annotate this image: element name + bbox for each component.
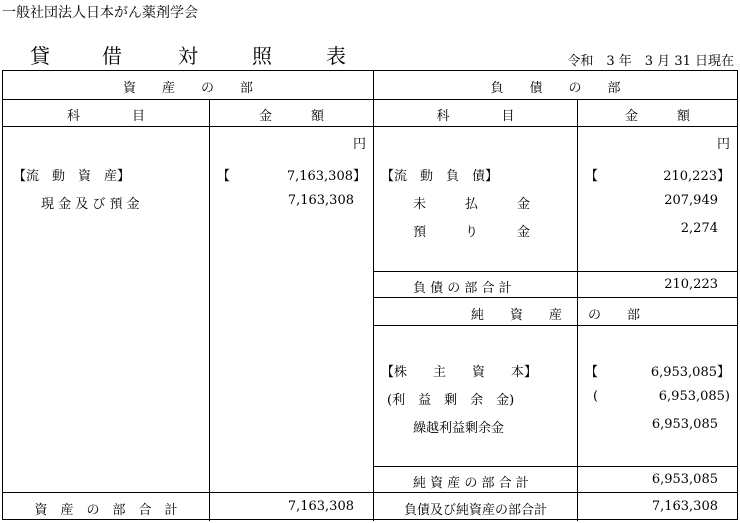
liabilities-total-label: 負 債 の 部 合 計 — [413, 281, 512, 296]
grand-total-line — [3, 492, 737, 493]
assets-total-label: 資 産 の 部 合 計 — [34, 503, 178, 518]
unpaid-label: 未 払 金 — [413, 197, 531, 212]
balance-sheet-table — [2, 70, 738, 520]
retained-earnings-carried-label: 繰越利益剰余金 — [413, 421, 505, 436]
retained-earnings-carried-value: 6,953,085 — [651, 417, 718, 432]
assets-total-value: 7,163,308 — [287, 499, 354, 514]
title-char-1: 貸 — [30, 44, 50, 68]
liabilities-net-assets-total-label: 負債及び純資産の部合計 — [403, 503, 547, 518]
center-divider — [373, 71, 374, 521]
title-char-5: 表 — [326, 44, 346, 68]
section-header-line — [3, 99, 737, 100]
liabilities-net-assets-total-value: 7,163,308 — [651, 499, 718, 514]
current-liabilities-open-bracket: 【 — [585, 169, 599, 184]
asset-unit: 円 — [352, 137, 366, 152]
liability-total-bottom-line — [373, 297, 737, 298]
net-assets-total-value: 6,953,085 — [651, 472, 718, 487]
liability-total-top-line — [373, 271, 737, 272]
liability-amount-header: 金 額 — [624, 109, 690, 124]
net-assets-header-line — [373, 325, 737, 326]
liabilities-total-value: 210,223 — [664, 277, 718, 292]
liability-unit: 円 — [716, 137, 730, 152]
cash-deposits-label: 現 金 及 び 預 金 — [41, 197, 140, 212]
assets-section-header: 資 産 の 部 — [122, 81, 253, 96]
current-assets-label: 【流 動 資 産】 — [13, 169, 131, 184]
unpaid-value: 207,949 — [664, 193, 718, 208]
retained-earnings-value: 6,953,085) — [658, 389, 730, 404]
deposits-received-value: 2,274 — [680, 221, 718, 236]
title-char-3: 対 — [178, 44, 198, 68]
report-date: 令和 3 年 3 月 31 日現在 — [567, 54, 734, 69]
cash-deposits-value: 7,163,308 — [287, 193, 354, 208]
column-header-line — [3, 126, 737, 127]
title-char-4: 照 — [252, 44, 272, 68]
retained-earnings-open-paren: ( — [593, 389, 599, 404]
current-liabilities-label: 【流 動 負 債】 — [381, 169, 499, 184]
deposits-received-label: 預 り 金 — [413, 225, 531, 240]
net-assets-section-header: 純 資 産 の 部 — [470, 308, 640, 323]
shareholders-equity-label: 【株 主 資 本】 — [381, 365, 538, 380]
current-assets-value: 7,163,308】 — [286, 169, 366, 184]
liability-subject-header: 科 目 — [436, 109, 515, 124]
current-assets-open-bracket: 【 — [217, 169, 231, 184]
organization-name: 一般社団法人日本がん薬剤学会 — [2, 5, 198, 21]
title-char-2: 借 — [102, 44, 122, 68]
asset-amount-header: 金 額 — [258, 109, 324, 124]
net-assets-total-top-line — [373, 466, 737, 467]
asset-subject-header: 科 目 — [66, 109, 145, 124]
net-assets-total-label: 純 資 産 の 部 合 計 — [413, 476, 529, 491]
shareholders-equity-value: 6,953,085】 — [650, 365, 730, 380]
shareholders-equity-open-bracket: 【 — [585, 365, 599, 380]
retained-earnings-label: (利 益 剰 余 金) — [387, 393, 515, 408]
asset-amount-divider — [209, 99, 210, 521]
liabilities-section-header: 負 債 の 部 — [490, 81, 621, 96]
current-liabilities-value: 210,223】 — [663, 169, 730, 184]
